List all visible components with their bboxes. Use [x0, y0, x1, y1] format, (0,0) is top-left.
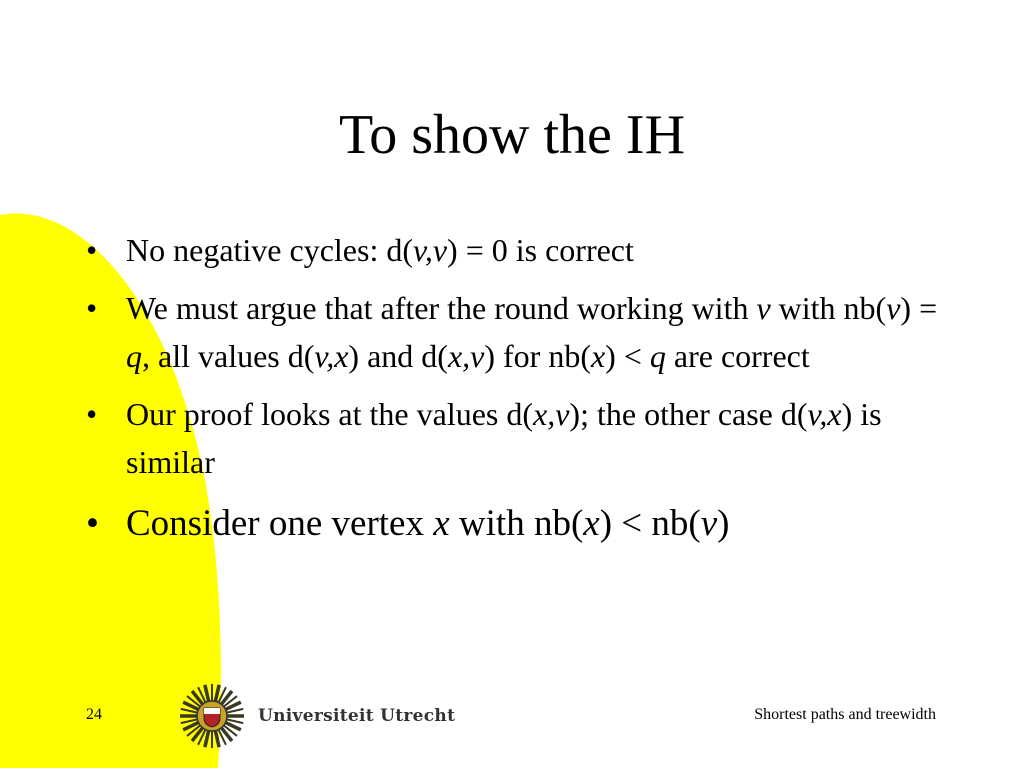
bullet-marker: • — [86, 396, 98, 432]
logo-text: Universiteit Utrecht — [258, 706, 456, 726]
math-variable: v,x — [314, 338, 349, 374]
page-number: 24 — [86, 706, 102, 723]
math-variable: x,v — [533, 396, 570, 432]
bullet-text: with nb( — [449, 503, 584, 544]
bullet-text: ) for nb( — [484, 338, 591, 374]
bullet-text: ) — [717, 503, 730, 544]
bullet-item — [86, 226, 956, 274]
bullet-text: are correct — [665, 338, 810, 374]
math-variable: v — [886, 290, 901, 326]
bullet-text: ) < — [605, 338, 650, 374]
math-variable: x,v — [447, 338, 485, 374]
bullet-text: , all values d( — [142, 338, 315, 374]
bullet-text: Our proof looks at the values d( — [126, 396, 534, 432]
bullet-list — [86, 226, 956, 562]
math-variable: v — [756, 290, 771, 326]
bullet-item — [86, 284, 956, 380]
bullet-item — [86, 390, 956, 486]
bullet-marker: • — [86, 232, 98, 268]
utrecht-sun-logo-icon — [178, 682, 246, 750]
bullet-text: ) < nb( — [599, 503, 701, 544]
footer-title: Shortest paths and treewidth — [754, 706, 936, 723]
math-variable: v — [700, 503, 718, 544]
math-variable: q — [649, 338, 666, 374]
bullet-marker: • — [86, 290, 98, 326]
bullet-text: We must argue that after the round working with — [126, 290, 757, 326]
math-variable: q — [126, 338, 142, 374]
bullet-item — [86, 496, 956, 552]
math-variable: x — [433, 503, 450, 544]
bullet-text: ); the other case d( — [569, 396, 808, 432]
bullet-text: ) is similar — [126, 396, 882, 480]
bullet-text: Consider one vertex — [126, 503, 434, 544]
slide-title: To show the IH — [338, 104, 686, 166]
math-variable: v,x — [807, 396, 842, 432]
math-variable: v,v — [413, 232, 448, 268]
math-variable: x — [583, 503, 600, 544]
bullet-marker: • — [86, 503, 99, 544]
bullet-text: No negative cycles: d( — [126, 232, 413, 268]
university-logo — [178, 682, 455, 750]
bullet-text: ) = — [900, 290, 938, 326]
bullet-text: ) = 0 is correct — [447, 232, 634, 268]
bullet-text: with nb( — [770, 290, 887, 326]
bullet-text: ) and d( — [348, 338, 448, 374]
math-variable: x — [590, 338, 606, 374]
